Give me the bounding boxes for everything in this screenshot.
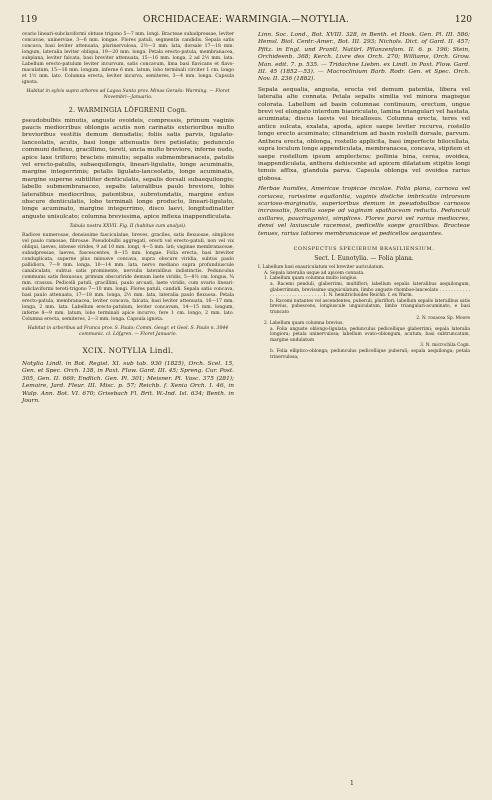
identification-key <box>258 265 470 360</box>
genus-heading: XCIX. NOTYLIA Lindl. <box>82 346 174 356</box>
key-line: I. Labellum basi exauriculatum vel breviter auriculatum. <box>258 265 385 271</box>
key-line: a. Folia anguste oblongo-ligulata; pedunculus pedicellique glaberrimi; sepala lateralia longiora; petala uninervulosa; labellum ovato-oblongum, acutum, basi subtruncatum, margine undulatum <box>270 326 470 343</box>
key-line: 3. N. microchila Cogn. <box>420 343 470 349</box>
page-number-right: 120 <box>454 15 472 25</box>
running-header <box>20 12 472 28</box>
section-heading: Sect. I. Eunotylia. — Folia plana. <box>314 254 414 262</box>
key-line: 2. N. rosacea Sp. Moore <box>416 315 470 321</box>
plate-reference: Tabula nostra XXVII. Fig. II (habitus cum analysi). <box>69 224 187 230</box>
habitat-note: Habitat in sylvis supra arbores ad Lagoa Santa prov. Minas Geraës: Warming. — Floret Novembri—Januario. <box>26 89 230 100</box>
synonymy-paragraph: Linn. Soc. Lond., Bot. XVIII. 328, in Benth. et Hook. Gen. Pl. III. 586; Hemsl. Biol. Centr.-Amer., Bot. III. 293; Nichols. Dict. of Gard. II. 457; Pfitz. in Engl. und Prantl, Natürl. Pflanzenfam. II. 6. p. 196; Stein, Orchideenb. 368; Kerch. Livre des Orch. 270; Williams, Orch. Grow. Man. edit. 7. p. 535. — Tridachne Liebm. ex Lindl. in Paxt. Flow. Gard. III. 45 (1852—53). — Macroclinium Barb. Rodr. Gen. et Spec. Orch. Nov. II. 236 (1882). <box>258 32 470 83</box>
description-paragraph: ovario lineari-subclaviformi obtuse trigono 5—7 mm. longi. Bracteae subadpressae, leviter concavae, uninerviae, 3—6 mm. longae. Flores patuli, segmentis candidis. Sepala satis concava, basi leviter attenuata, plurinervulosa, 2½—3 mm. lata, dorsale 17—18 mm. longum, lateralia leviter obliqua, 19—20 mm. longa. Petala erecto-patula, membranacea, subplana, leviter falcata, basi breviter attenuata, 15—16 mm. longa, 2 ad 2½ mm. lata. Labellum erecto-patulum leviter incurvum, satis concavum, lima basi flavicans et flavo-maculatum, 15—16 mm. longum, inferne 6 mm. latum, lobo terminali circiter 1 cm. longo et 1½ mm. lato. Columna erecta, leviter incurva, semiteres, 3—4 mm. longa. Capsula ignota. <box>22 32 234 85</box>
key-line: b. Racemi nutantes vel ascendentes, puberuli, pluriflori; labellum sepalis lateralibus satis brevius, pubescens, longiuscule unguiculatum, limbo triangulari-acuminato, e basi truncato <box>270 298 470 315</box>
habit-paragraph: Herbae humiles, Americae tropicae incolae. Folia plana, carnosa vel coriacea, rarissime equitantia, vaginis distiche imbricatis introrsum scarioso-marginatis, superioribus demum in pseudobulbos carnosos incrassatis, floralia saepe ad vaginam spathaceam reducta. Pedunculi axillares, pauciragonici, simplices. Flores parvi vel rarius mediocres, densi vel laxiuscule racemosi, pedicellis saepe gracilibus. Bracteae tenues, rarius latiores membranaceae et pedicellos aequantes. <box>258 186 470 237</box>
key-line: A. Sepala lateralia usque ad apicem connata. <box>264 270 365 276</box>
key-line: 2. Labellum quam columna brevius. <box>264 321 344 327</box>
key-line: b. Folia elliptico-oblonga; pedunculus pedicellique puberuli; sepala aequilonga; petala trinervulosa; <box>270 349 470 360</box>
habitat-note: Habitat in arboribus ad Franca prov. S. Paulo: Comm. Geogr. et Geol. S. Paulo n. 3044 communic. cl. Löfgren. — Floret Januario. <box>27 326 229 338</box>
left-column <box>22 32 234 408</box>
description-paragraph: Radices numerosae, densissime fasciculatae, breves, graciles, satis flexuosae, simplices vel paulo ramosae, fibrosae. Pseudobulbi aggregati, erecti vel erecto-patuli, non vel vix obliqui, laeves, intense virides, 9 ad 10 mm. longi, 4—5 mm. lati; vaginae membranaceae, subadpressae, laeves, fuscescentes, 8—15 mm. longae. Folia erecta, basi breviter conduplicata, superne plus minusve concava, supra obscure viridia, subtus paulo pallidiora, 7—9 mm. longa, 10—14 mm. lata, nervo mediano supra profundiuscule canaliculato, subtus satis prominente, nervulis lateralibus indistinctis. Pedunculus communis satis flexuosus, primum obscuriride demum laete viridis, 5—8½ cm. longus, ¾ mm. crassus. Pedicelli patuli, gracillimi, paulo arcuati, laete viridis, cum ovario lineari-subclaviformi tereti-trigono 7—10 mm. longi. Flores patuli, candidi. Sepala satis concava, basi paulo attenuata, 17—18 mm. longa, 2½ mm. lata, lateralia paulo flexuosa. Petala erecto-patula, membranacea, leviter concava, falcata, basi leviter attenuata, 16—17 mm. longa, 2 mm. lata. Labellum erecto-patulum, leviter concavum, 14—15 mm. longum, inferne 8—9 mm. latum, lobo terminali apice incurvo, fere 1 cm. longo, 2 mm. lato. Columna erecta, semiteres, 2—3 mm. longa. Capsula ignota. <box>22 233 234 323</box>
right-column <box>258 32 470 360</box>
running-title: ORCHIDACEAE: WARMINGIA.—NOTYLIA. <box>142 15 350 25</box>
genus-description: Sepala aequalia, angusta, erecta vel demum patentia, libera vel lateralia alte connata. Petala sepalis similia vel minora magisque colorata. Labellum ad basin columnae continuum, erectum, ungue brevi vel elongato interdum biauriculato, lamina triangulari vel hastata, acuminata; discus laevis vel bicallosus. Columna erecta, teres vel antice sulcata, exalata, apoda, apice saepe leviter recurva, rostello longo erecto acuminato; clinandrium ad basin rostelli dorsale, parvum. Anthera erecta, oblonga, rostello applicita, basi imperfecte bilocellata, supra loculum longe appendiculata, membranacea, concava, stipitem et saepe rostellum ipsum amplectens; pollinia bina, cerea, ovoidea, inappendiculata, anthera dehiscente ad apicem dilatatum stipitis longi tenuis affixa, glandula parva. Capsula oblonga vel ovoidea rarius globosa. <box>258 86 470 182</box>
page-number-left: 119 <box>20 15 38 25</box>
species-title: 2. WARMINGIA LÖFGRENII Cogn. <box>68 106 188 114</box>
key-line: 1. Labellum quam columna multo longius. <box>264 276 358 282</box>
diagnosis-paragraph: pseudobulbis minutis, anguste ovoideis, compressis, primum vaginis paucis mediocribus oblongis acutis non carinatis exterioribus multo brevioribus vestitis demum denudatis; foliis satis parvis, ligulato-lanceolatis, acutis, basi longe attenuatis fere petiolatis; pedunculo communi deflexo, gracillimo, tereti, uncia multo breviore, inferne nudo, apice laxe trifloro; bracteis minutis; sepalis submembranaceis, patulis vel erecto-patulis, subaequilongis, lineari-ligulatis, longe acuminatis, margine integerrimis; petalis ligulato-lanceolatis, longe acuminatis, margine superne subtiliter denticulatis, sepalis dorsali subaequilongis; labello submembranaceo, sepalis lateralibus paulo breviore, lobis lateralibus mediocribus, patentibus, subrotundatis, margine extus obscure denticulatis, lobo terminali longe producto, lineari-ligulato, longe acuminato, margine integerrimo, disco laevi, longitudinaliter anguste unisulcato; columna brevissima, apice inflexa inappendiculata. <box>22 117 234 220</box>
footer-mark: 1 <box>350 780 354 787</box>
synonymy-paragraph: Notylia Lindl. in Bot. Regist. XI. sub tab. 930 (1825), Orch. Scel. 15, Gen. et Spec. Orch. 138, in Paxt. Flow. Gard. III. 45; Spreng. Cur. Post. 305, Gen. II. 669; Endlich. Gen. Pl. 301; Meisner. Pl. Vasc. 375 (281); Lemaire, Jard. Fleur. III. Misc. p. 57; Reichb. f. Xenia Orch. I. 46, in Walp. Ann. Bot. VI. 670; Grisebach Fl. Brit. W.-Ind. Isl. 634; Benth. in Journ. <box>22 360 234 404</box>
conspectus-heading: CONSPECTUS SPECIERUM BRASILIENSIUM. <box>293 245 435 252</box>
key-line: a. Racemi penduli, glaberrimi, multiflori; labellum sepalis lateralibus aequilongum, glaberrimum, brevissime unguiculatum, limbo anguste rhomboe-lanceolato . . . . . . . . . . . . . . . . . . . . . . . . . . . . . . 1. N. hemitrichoides Reichb. f. ex Warm. <box>270 281 470 299</box>
